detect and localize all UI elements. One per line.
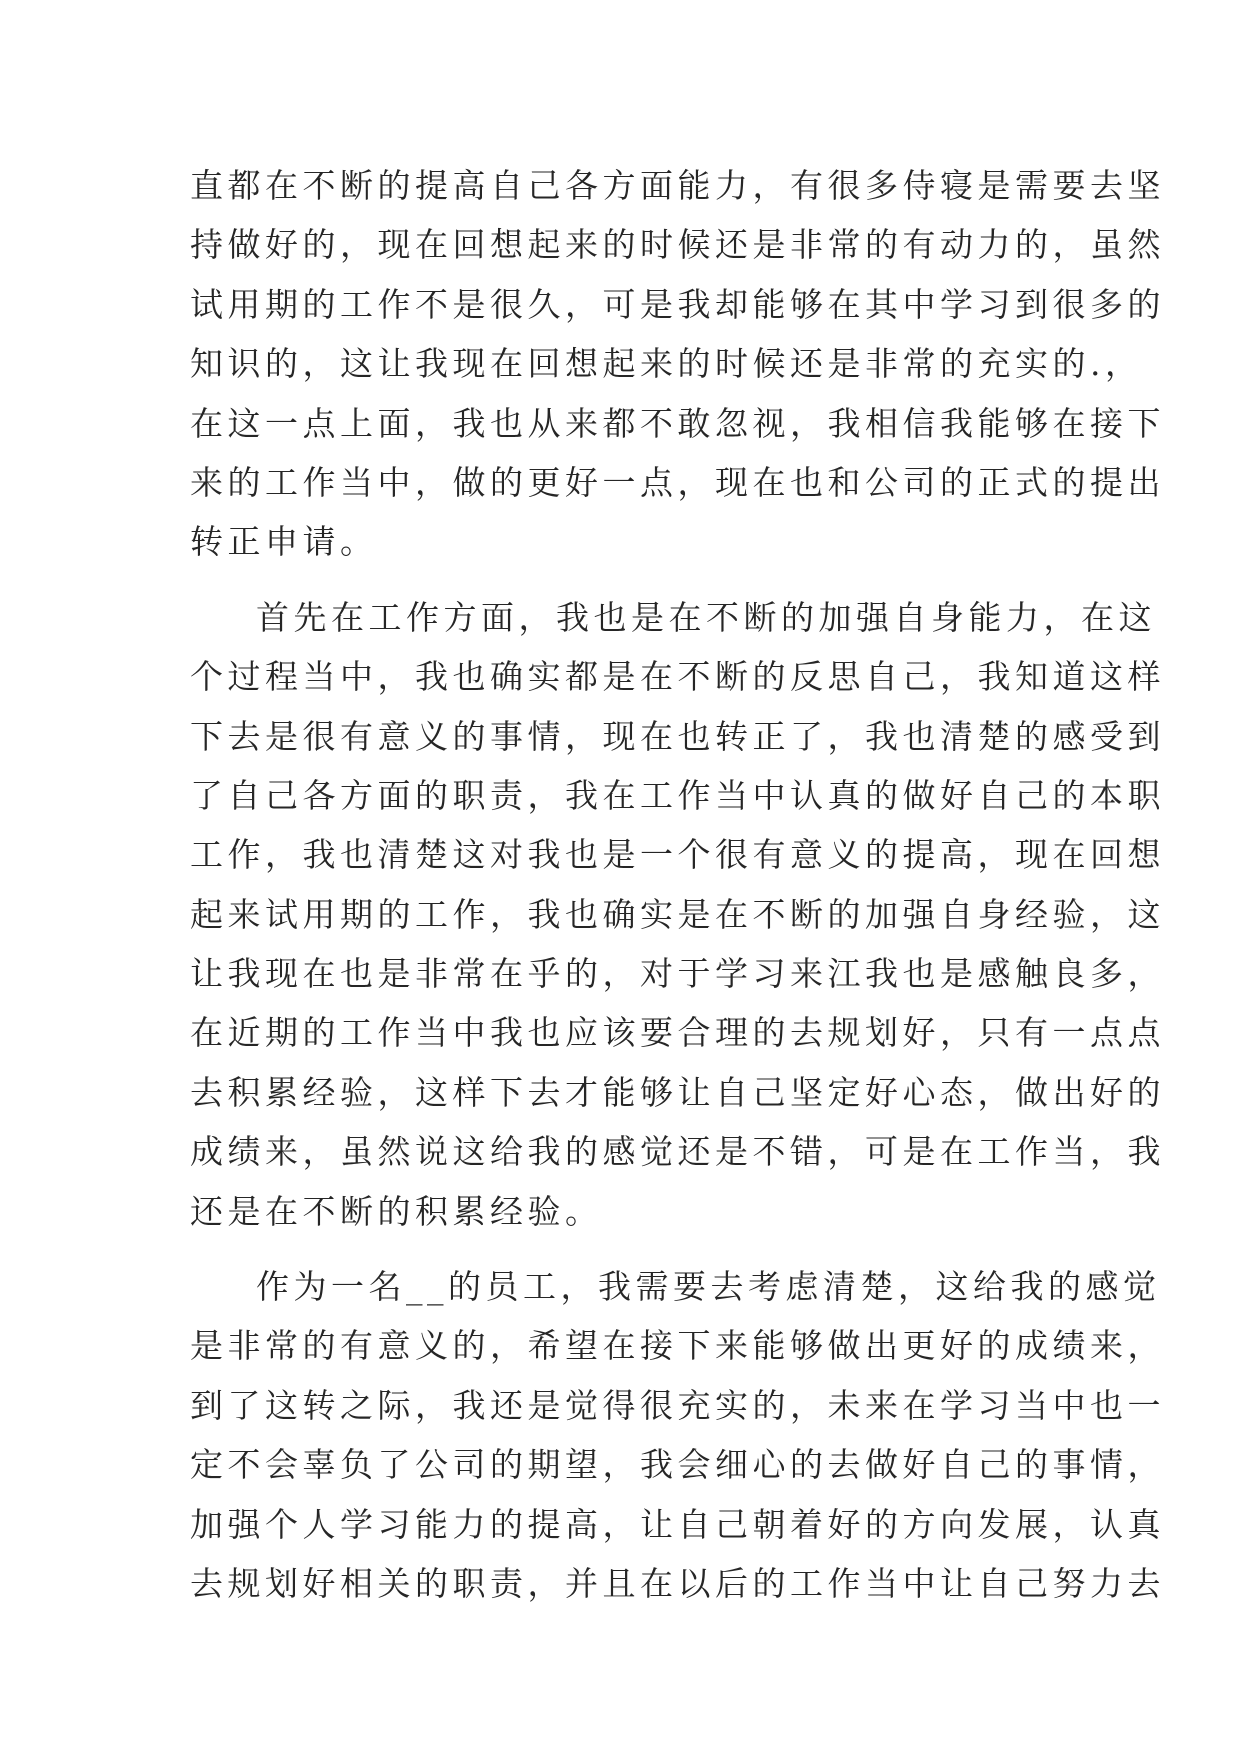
paragraph-2-line-2: 个过程当中，我也确实都是在不断的反思自己，我知道这样	[190, 657, 1165, 697]
paragraph-2-line-9: 去积累经验，这样下去才能够让自己坚定好心态，做出好的	[190, 1072, 1165, 1112]
paragraph-1-line-5: 在这一点上面，我也从来都不敢忽视，我相信我能够在接下	[190, 403, 1165, 443]
paragraph-2-line-11: 还是在不断的积累经验。	[190, 1191, 603, 1231]
paragraph-2-line-7: 让我现在也是非常在乎的，对于学习来江我也是感触良多，	[190, 954, 1165, 994]
paragraph-3-line-5: 加强个人学习能力的提高，让自己朝着好的方向发展，认真	[190, 1504, 1165, 1544]
paragraph-3-line-3: 到了这转之际，我还是觉得很充实的，未来在学习当中也一	[190, 1385, 1165, 1425]
paragraph-2-line-6: 起来试用期的工作，我也确实是在不断的加强自身经验，这	[190, 894, 1165, 934]
paragraph-1-line-3: 试用期的工作不是很久，可是我却能够在其中学习到很多的	[190, 284, 1165, 324]
paragraph-1-line-2: 持做好的，现在回想起来的时候还是非常的有动力的，虽然	[190, 225, 1165, 265]
paragraph-2-line-3: 下去是很有意义的事情，现在也转正了，我也清楚的感受到	[190, 716, 1165, 756]
paragraph-1-line-6: 来的工作当中，做的更好一点，现在也和公司的正式的提出	[190, 462, 1165, 502]
paragraph-3-line-6: 去规划好相关的职责，并且在以后的工作当中让自己努力去	[190, 1563, 1165, 1603]
paragraph-2-line-4: 了自己各方面的职责，我在工作当中认真的做好自己的本职	[190, 775, 1165, 815]
paragraph-3-line-4: 定不会辜负了公司的期望，我会细心的去做好自己的事情，	[190, 1445, 1165, 1485]
paragraph-2-line-8: 在近期的工作当中我也应该要合理的去规划好，只有一点点	[190, 1013, 1165, 1053]
paragraph-3-line-2: 是非常的有意义的，希望在接下来能够做出更好的成绩来，	[190, 1326, 1165, 1366]
paragraph-1-line-1: 直都在不断的提高自己各方面能力，有很多侍寝是需要去坚	[190, 166, 1165, 205]
paragraph-2-line-5: 工作，我也清楚这对我也是一个很有意义的提高，现在回想	[190, 835, 1165, 875]
document-body	[190, 156, 1165, 1613]
paragraph-1-line-4: 知识的，这让我现在回想起来的时候还是非常的充实的.，	[190, 344, 1143, 384]
paragraph-3-line-1: 作为一名__的员工，我需要去考虑清楚，这给我的感觉	[256, 1267, 1161, 1307]
paragraph-2-line-10: 成绩来，虽然说这给我的感觉还是不错，可是在工作当，我	[190, 1132, 1165, 1172]
paragraph-2-line-1: 首先在工作方面，我也是在不断的加强自身能力，在这	[256, 597, 1156, 637]
paragraph-1-line-7: 转正申请。	[190, 522, 378, 562]
